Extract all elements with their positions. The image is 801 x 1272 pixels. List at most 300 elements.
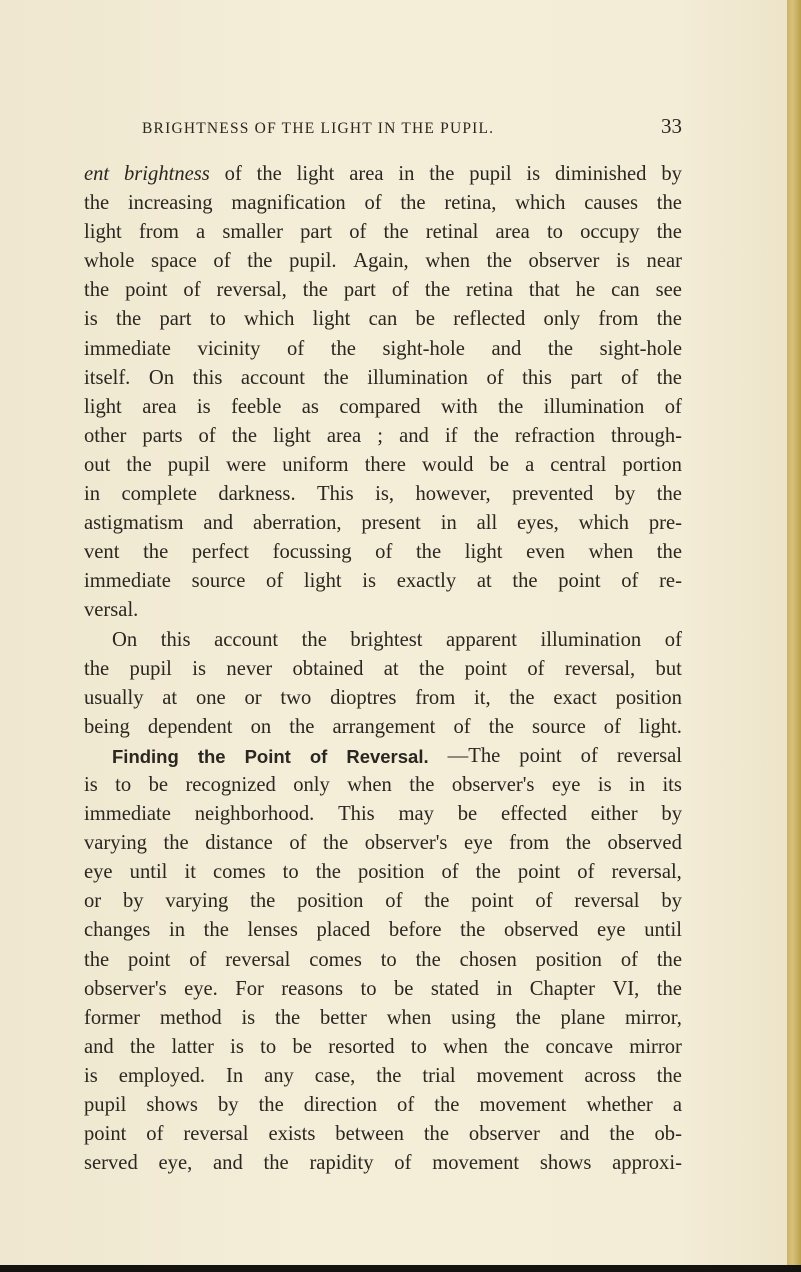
word: re- [659, 570, 682, 593]
word: the [656, 192, 682, 215]
text-line [84, 480, 682, 509]
word: of [266, 570, 284, 593]
word: present [361, 512, 421, 535]
word: when [347, 773, 392, 796]
text-line [84, 946, 682, 975]
text-line [84, 538, 682, 567]
text-line [84, 771, 682, 800]
word: versal. [84, 599, 139, 622]
word: and [213, 1152, 243, 1175]
word: area [495, 221, 530, 244]
word: the [126, 453, 152, 476]
word: reversal [616, 744, 682, 767]
word: point [125, 279, 168, 302]
word: eye. [184, 977, 218, 1000]
text-line [84, 975, 682, 1004]
word: be [292, 1035, 312, 1058]
word: the [315, 861, 341, 884]
word: varying [165, 890, 229, 913]
word: dioptres [330, 686, 397, 709]
word: the [330, 337, 356, 360]
text-line [84, 393, 682, 422]
word: of [621, 570, 639, 593]
word: concave [545, 1035, 613, 1058]
text-line [84, 916, 682, 945]
word: is [84, 308, 98, 331]
word: space [151, 250, 197, 273]
word: the [376, 1064, 402, 1087]
word: only [293, 773, 330, 796]
word: which [578, 512, 629, 535]
word: position [615, 686, 682, 709]
word: On [148, 366, 175, 389]
word: one [195, 686, 226, 709]
text-line [84, 858, 682, 887]
word: would [421, 453, 474, 476]
word: immediate [84, 337, 171, 360]
word: part [343, 279, 376, 302]
word: when [425, 250, 470, 273]
word: the [656, 483, 682, 506]
word: of [664, 395, 682, 418]
word: of [289, 832, 307, 855]
word: observer [528, 250, 600, 273]
text-line [84, 1091, 682, 1120]
word: light [84, 221, 122, 244]
word: only [543, 308, 581, 331]
word: may [398, 803, 434, 826]
word: is [84, 1064, 98, 1087]
word: exists [268, 1123, 316, 1146]
word: however, [415, 483, 491, 506]
word: is [616, 250, 630, 273]
word: position [297, 890, 364, 913]
word: of [486, 366, 504, 389]
word: aberration, [252, 512, 342, 535]
word: the [302, 279, 328, 302]
word: point [519, 744, 562, 767]
word: of [577, 861, 595, 884]
word: the [289, 715, 315, 738]
word: Finding [112, 745, 179, 767]
word: be [148, 773, 169, 796]
word: the [656, 308, 682, 331]
word: reversal [574, 890, 640, 913]
word: pupil [469, 163, 512, 185]
word: the [130, 1035, 156, 1058]
word: mirror [629, 1035, 682, 1058]
word: darkness. [218, 483, 296, 506]
word: retinal [425, 221, 479, 244]
running-head: BRIGHTNESS OF THE LIGHT IN THE PUPIL. [142, 120, 495, 137]
word: —The [447, 744, 501, 767]
word: light [312, 308, 351, 331]
word: neighborhood. [194, 803, 315, 826]
word: to [209, 308, 226, 331]
word: the [323, 832, 349, 855]
word: until [129, 861, 168, 884]
word: feeble [231, 395, 282, 418]
text-line [84, 713, 682, 742]
word: of [183, 279, 201, 302]
word: the [509, 686, 535, 709]
word: the [424, 279, 451, 302]
word: of [580, 744, 598, 767]
word: observer's [84, 977, 167, 1000]
word: illumination [543, 395, 645, 418]
word: until [644, 919, 682, 942]
word: of [394, 1152, 412, 1175]
word: the [460, 919, 486, 942]
word: in [84, 483, 101, 506]
body-text [84, 160, 682, 1178]
word: eye [551, 773, 581, 796]
text-line [84, 218, 682, 247]
text-line [84, 1004, 682, 1033]
word: of [189, 948, 207, 971]
word: latter [171, 1035, 214, 1058]
word: and [203, 512, 234, 535]
word: and [399, 424, 429, 447]
word: in [629, 773, 646, 796]
word: is [84, 773, 98, 796]
word: a [525, 453, 535, 476]
word: exact [553, 686, 597, 709]
text-line [84, 451, 682, 480]
word: pupil [129, 657, 172, 680]
word: of [198, 424, 216, 447]
word: be [393, 977, 414, 1000]
word: from [138, 221, 179, 244]
word: of [535, 890, 553, 913]
word: dependent [147, 715, 233, 738]
word: from [509, 832, 550, 855]
word: of [620, 948, 638, 971]
word: the [84, 192, 110, 215]
word: and [84, 1035, 114, 1058]
word: when [443, 1035, 488, 1058]
word: source [531, 715, 586, 738]
word: the [409, 773, 435, 796]
text-line [84, 567, 682, 596]
word: there [364, 453, 406, 476]
word: light [464, 541, 503, 564]
word: magnification [231, 192, 346, 215]
word: is [362, 570, 377, 593]
word: vicinity [197, 337, 261, 360]
word: employed. [118, 1064, 206, 1087]
word: it [184, 861, 196, 884]
word: distance [205, 832, 273, 855]
word: light. [639, 715, 682, 738]
word: of [385, 890, 403, 913]
text-line [84, 742, 682, 771]
word: can [611, 279, 640, 302]
word: which [515, 192, 566, 215]
word: the [486, 250, 512, 273]
word: the [656, 977, 682, 1000]
word: it, [474, 686, 491, 709]
word: the [473, 424, 499, 447]
word: point [517, 861, 561, 884]
word: the [429, 163, 455, 185]
word: of [621, 366, 639, 389]
text-line [84, 305, 682, 334]
word: the [247, 250, 273, 273]
word: light [303, 570, 342, 593]
word: Chapter [529, 977, 595, 1000]
word: sight-hole [382, 337, 465, 360]
page-header [122, 114, 682, 144]
word: to [260, 1035, 277, 1058]
word: its [662, 773, 682, 796]
word: central [550, 453, 607, 476]
word: ob- [654, 1123, 682, 1146]
word: when [588, 541, 634, 564]
word: the [415, 541, 442, 564]
word: is [241, 1006, 256, 1029]
word: the [323, 366, 349, 389]
word: sight-hole [599, 337, 682, 360]
word: as [301, 395, 319, 418]
word: through- [611, 424, 682, 447]
word: chosen [459, 948, 517, 971]
word: eye [464, 832, 493, 855]
word: illumination [367, 366, 468, 389]
word: light [84, 395, 122, 418]
word: the [475, 861, 501, 884]
word: he [575, 279, 596, 302]
word: of [527, 657, 545, 680]
word: placed [316, 919, 371, 942]
text-line [84, 247, 682, 276]
word: served [84, 1152, 138, 1175]
word: by [661, 163, 682, 185]
word: that [528, 279, 560, 302]
word: all [476, 512, 498, 535]
word: the [383, 221, 409, 244]
word: diminished [554, 163, 647, 185]
word: On [112, 628, 138, 651]
word: in [168, 919, 186, 942]
word: the [258, 1094, 284, 1116]
word: the [163, 832, 189, 855]
word: lenses [247, 919, 298, 942]
word: by [661, 890, 682, 913]
word: of [664, 628, 682, 651]
word: in [496, 977, 513, 1000]
word: the [301, 628, 327, 651]
word: immediate [84, 803, 171, 826]
word: ; [377, 424, 384, 447]
word: account [240, 366, 305, 389]
word: eye [596, 919, 626, 942]
word: a [196, 221, 206, 244]
word: reversal [183, 1123, 249, 1146]
word: whether [586, 1094, 653, 1116]
word: or [84, 890, 102, 913]
text-line [84, 1062, 682, 1091]
word: method [159, 1006, 222, 1029]
word: better [319, 1006, 367, 1029]
word: point [128, 948, 171, 971]
word: effected [500, 803, 567, 826]
word: prevented [512, 483, 594, 506]
word: is, [375, 483, 394, 506]
word: even [526, 541, 565, 564]
text-line [84, 276, 682, 305]
word: is [230, 1035, 244, 1058]
word: the [250, 890, 276, 913]
word: see [655, 279, 682, 302]
word: the [656, 221, 682, 244]
word: eye [84, 861, 113, 884]
word: light [273, 424, 311, 447]
word: or [244, 686, 262, 709]
word: the [656, 366, 682, 389]
word: part [570, 366, 603, 389]
word: itself. [84, 366, 131, 389]
word: and [559, 1123, 590, 1146]
word: observer's [451, 773, 535, 796]
word: reversal [225, 948, 291, 971]
word: at [162, 686, 178, 709]
word: the [203, 919, 229, 942]
word: changes [84, 919, 151, 942]
word: by [661, 803, 682, 826]
word: the [498, 395, 524, 418]
word: never [226, 657, 273, 680]
word: the [512, 570, 538, 593]
text-line [84, 364, 682, 393]
word: complete [121, 483, 197, 506]
word: to [282, 861, 299, 884]
word: focussing [272, 541, 352, 564]
word: observer's [364, 832, 448, 855]
word: smaller [222, 221, 283, 244]
word: the [488, 715, 514, 738]
word: retina [466, 279, 513, 302]
word: by [122, 890, 144, 913]
word: this [192, 366, 223, 389]
word: this [522, 366, 552, 389]
word: movement [479, 1094, 567, 1116]
word: the [656, 541, 682, 564]
word: the [656, 948, 682, 971]
word: the [263, 1152, 289, 1175]
word: either [590, 803, 638, 826]
word: two [280, 686, 312, 709]
word: other [84, 424, 127, 447]
word: and [491, 337, 522, 360]
word: can [368, 308, 398, 331]
word: observer [468, 1123, 540, 1146]
word: varying [84, 832, 147, 855]
word: perfect [191, 541, 250, 564]
word: illumination [540, 628, 642, 651]
text-line [84, 189, 682, 218]
word: reflected [453, 308, 526, 331]
word: shows [146, 1094, 198, 1116]
word: by [217, 1094, 239, 1116]
word: area [142, 395, 177, 418]
word: between [335, 1123, 404, 1146]
word: arrangement [332, 715, 436, 738]
word: This [338, 803, 375, 826]
word: case, [314, 1064, 356, 1087]
word: the [515, 1006, 541, 1029]
word: brightness [124, 163, 210, 185]
word: source [191, 570, 246, 593]
word: area [349, 163, 384, 185]
word: be [415, 308, 435, 331]
word: observed [607, 832, 682, 855]
word: to [380, 948, 397, 971]
text-line [84, 1149, 682, 1178]
word: is [597, 773, 612, 796]
word: of [287, 337, 305, 360]
word: retina, [444, 192, 497, 215]
text-line [84, 509, 682, 538]
text-line [84, 887, 682, 916]
word: obtained [292, 657, 364, 680]
word: to [360, 977, 377, 1000]
word: uniform [282, 453, 349, 476]
word: of [349, 221, 367, 244]
word: the [504, 1035, 530, 1058]
word: reasons [281, 977, 344, 1000]
word: out [84, 453, 111, 476]
word: exactly [396, 570, 457, 593]
word: any [264, 1064, 294, 1087]
word: occupy [580, 221, 640, 244]
word: the [547, 337, 574, 360]
word: For [235, 977, 264, 1000]
text-line [84, 160, 682, 189]
word: of [364, 192, 382, 215]
word: light [296, 163, 335, 185]
word: immediate [84, 570, 171, 593]
word: In [225, 1064, 244, 1087]
word: of [375, 541, 393, 564]
word: increasing [127, 192, 213, 215]
word: but [655, 657, 682, 680]
word: Again, [353, 250, 409, 273]
scan-border [0, 1265, 801, 1272]
word: part [300, 221, 333, 244]
text-line [84, 1033, 682, 1062]
word: reversal, [611, 861, 682, 884]
word: when [386, 1006, 432, 1029]
word: the [197, 745, 226, 767]
word: VI, [612, 977, 640, 1000]
word: from [598, 308, 639, 331]
word: the [400, 192, 426, 215]
word: of [213, 250, 231, 273]
word: compared [339, 395, 421, 418]
word: eye, [158, 1152, 193, 1175]
word: the [565, 832, 591, 855]
word: plane [560, 1006, 606, 1029]
word: the [656, 1064, 682, 1087]
word: were [226, 453, 267, 476]
word: resorted [328, 1035, 395, 1058]
word: the [116, 308, 142, 331]
word: ent [84, 163, 110, 185]
word: on [250, 715, 272, 738]
word: portion [622, 453, 682, 476]
word: rapidity [309, 1152, 374, 1175]
